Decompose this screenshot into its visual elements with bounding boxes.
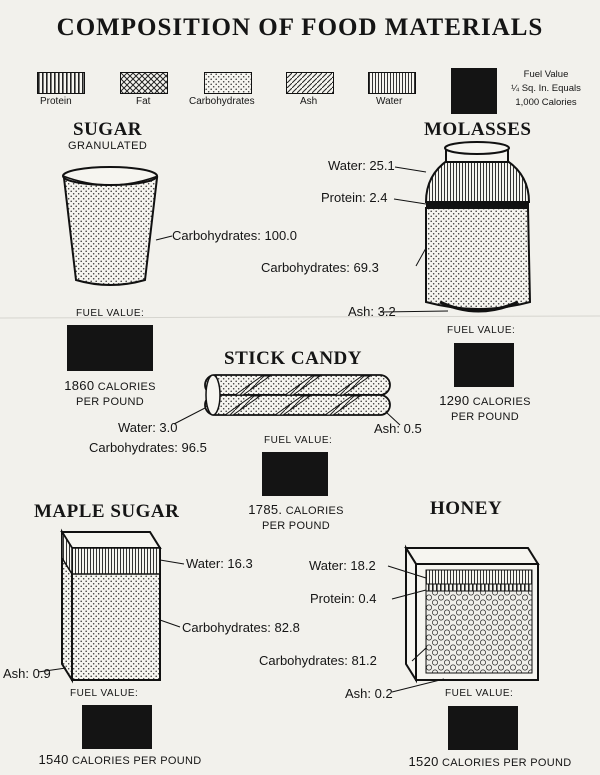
stick-candy-fuel-square — [262, 452, 328, 496]
legend-label-fat: Fat — [136, 96, 151, 107]
honey-fuel-square — [448, 706, 518, 750]
legend-swatch-water — [368, 72, 416, 94]
molasses-fuel-label: FUEL VALUE: — [447, 325, 516, 336]
stick-candy-water-label: Water: 3.0 — [118, 420, 178, 435]
maple-sugar-fuel-label: FUEL VALUE: — [70, 688, 139, 699]
molasses-water-label: Water: 25.1 — [328, 158, 395, 173]
maple-sugar-calories-unit: CALORIES PER POUND — [72, 755, 202, 767]
honey-title: HONEY — [430, 498, 503, 519]
fuel-note-line-3: 1,000 Calories — [515, 97, 577, 108]
molasses-title: MOLASSES — [424, 119, 532, 140]
maple-sugar-calories-value: 1540 — [38, 752, 69, 767]
stick-candy-fuel-label: FUEL VALUE: — [264, 435, 333, 446]
legend-swatch-ash — [286, 72, 334, 94]
maple-sugar-block — [38, 532, 184, 680]
honey-comb-box — [388, 548, 538, 692]
molasses-calories-value: 1290 — [439, 393, 470, 408]
honey-ash-label: Ash: 0.2 — [345, 686, 393, 701]
molasses-protein-label: Protein: 2.4 — [321, 190, 388, 205]
stick-candy-calories-per: PER POUND — [261, 520, 331, 532]
honey-water-label: Water: 18.2 — [309, 558, 376, 573]
honey-carbohydrates-label: Carbohydrates: 81.2 — [259, 653, 377, 668]
maple-sugar-ash-label: Ash: 0.9 — [3, 666, 51, 681]
sugar-glass — [63, 167, 172, 285]
maple-sugar-carbohydrates-label: Carbohydrates: 82.8 — [182, 620, 300, 635]
maple-sugar-title: MAPLE SUGAR — [34, 501, 180, 522]
maple-sugar-calories — [30, 752, 210, 769]
stick-candy-ash-label: Ash: 0.5 — [374, 421, 422, 436]
stick-candy-carbohydrates-label: Carbohydrates: 96.5 — [89, 440, 207, 455]
legend-label-water: Water — [376, 96, 403, 107]
stick-candy-calories-unit: CALORIES — [285, 505, 344, 517]
legend-swatch-carbohydrates — [204, 72, 252, 94]
legend-swatch-fat — [120, 72, 168, 94]
sugar-fuel-square — [67, 325, 153, 371]
honey-calories — [400, 754, 580, 771]
stick-candy-sticks — [174, 375, 400, 425]
sugar-subtitle: GRANULATED — [68, 140, 148, 152]
molasses-carbohydrates-label: Carbohydrates: 69.3 — [261, 260, 379, 275]
molasses-calories-unit: CALORIES — [472, 396, 531, 408]
sugar-title: SUGAR — [73, 119, 143, 140]
molasses-fuel-square — [454, 343, 514, 387]
legend-label-carbohydrates: Carbohydrates — [189, 96, 255, 107]
sugar-calories-unit: CALORIES — [97, 381, 156, 393]
sugar-calories — [45, 378, 175, 410]
molasses-ash-label: Ash: 3.2 — [348, 304, 396, 319]
page-title: COMPOSITION OF FOOD MATERIALS — [56, 14, 544, 41]
molasses-calories-per: PER POUND — [450, 411, 520, 423]
sugar-fuel-label: FUEL VALUE: — [76, 308, 145, 319]
molasses-jar — [380, 142, 530, 312]
legend-fuel-note — [500, 68, 592, 110]
fuel-note-line-1: Fuel Value — [523, 69, 569, 80]
legend-label-protein: Protein — [40, 96, 72, 107]
honey-fuel-label: FUEL VALUE: — [445, 688, 514, 699]
honey-protein-label: Protein: 0.4 — [310, 591, 377, 606]
maple-sugar-fuel-square — [82, 705, 152, 749]
stick-candy-title: STICK CANDY — [224, 348, 362, 369]
honey-calories-unit: CALORIES PER POUND — [442, 757, 572, 769]
legend-label-ash: Ash — [300, 96, 318, 107]
honey-calories-value: 1520 — [408, 754, 439, 769]
legend-swatch-protein — [37, 72, 85, 94]
legend-fuel-square — [451, 68, 497, 114]
maple-sugar-water-label: Water: 16.3 — [186, 556, 253, 571]
stick-candy-calories-value: 1785. — [248, 502, 283, 517]
sugar-calories-per: PER POUND — [75, 396, 145, 408]
fuel-note-line-2: ¼ Sq. In. Equals — [511, 83, 581, 94]
molasses-calories — [420, 393, 550, 425]
sugar-calories-value: 1860 — [64, 378, 95, 393]
stick-candy-calories — [236, 502, 356, 534]
sugar-carbohydrates-label: Carbohydrates: 100.0 — [172, 228, 298, 243]
